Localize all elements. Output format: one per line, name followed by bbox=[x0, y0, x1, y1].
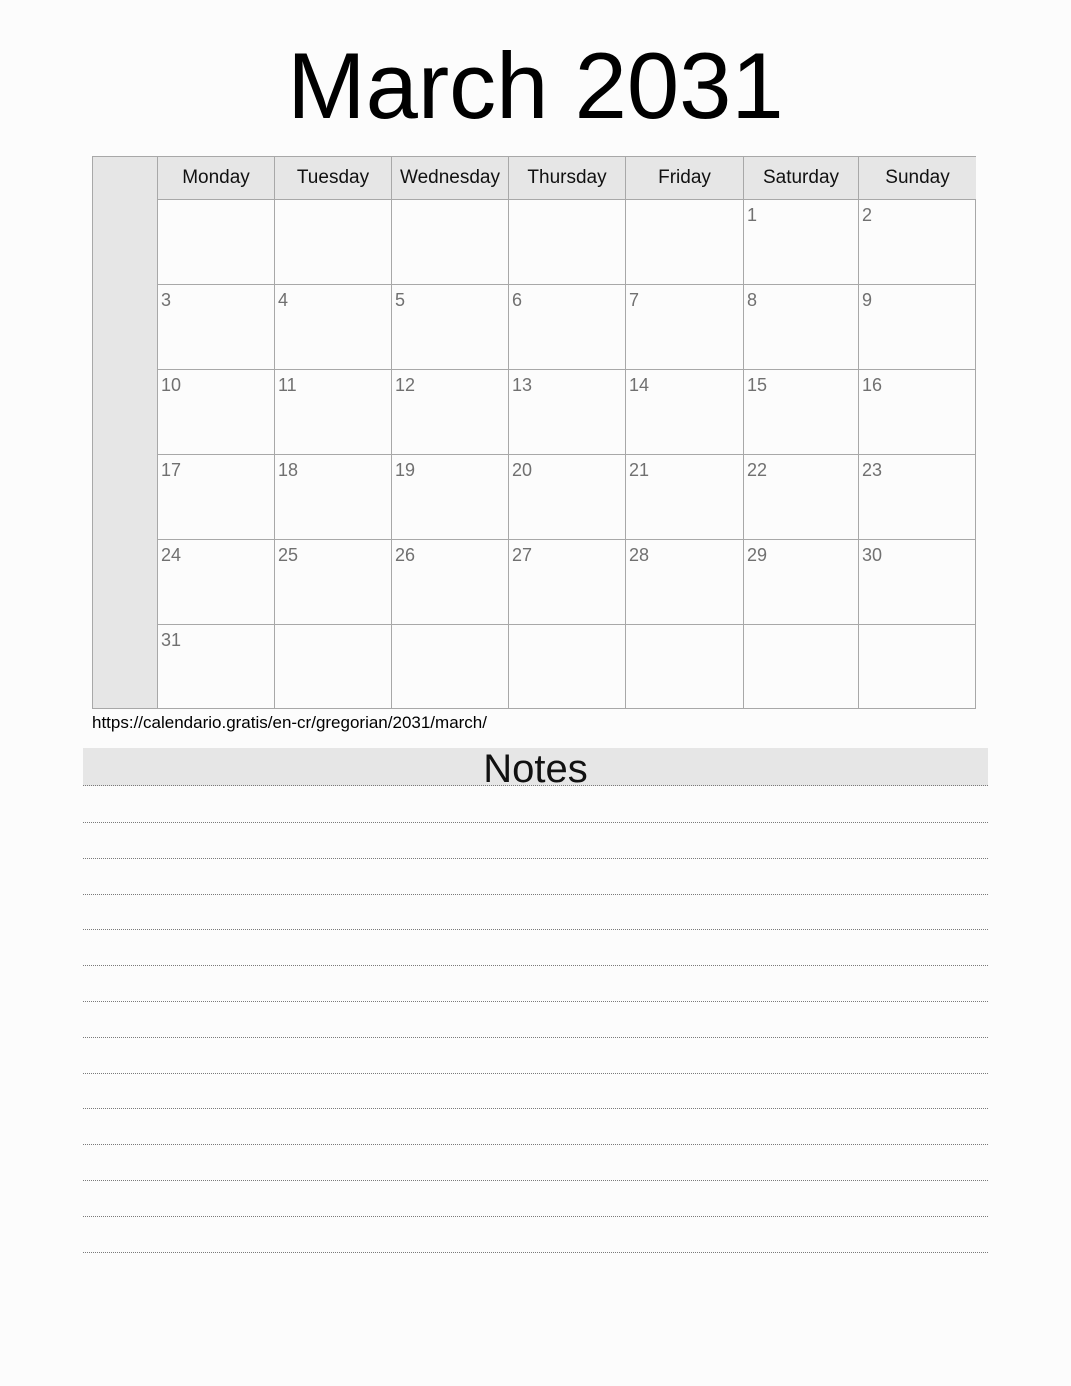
day-cell[interactable] bbox=[509, 625, 626, 709]
day-number: 16 bbox=[862, 375, 883, 395]
day-number: 30 bbox=[862, 545, 883, 565]
day-cell[interactable] bbox=[626, 285, 744, 369]
day-cell[interactable] bbox=[158, 455, 275, 539]
day-number: 13 bbox=[512, 375, 533, 395]
day-cell[interactable] bbox=[744, 455, 859, 539]
day-cell[interactable] bbox=[509, 285, 626, 369]
day-cell[interactable] bbox=[859, 285, 976, 369]
note-line[interactable] bbox=[83, 1037, 988, 1038]
day-number: 4 bbox=[278, 290, 289, 310]
notes-heading: Notes bbox=[83, 748, 988, 786]
note-line[interactable] bbox=[83, 1216, 988, 1217]
day-number: 12 bbox=[395, 375, 416, 395]
day-cell[interactable] bbox=[626, 455, 744, 539]
note-line[interactable] bbox=[83, 1180, 988, 1181]
week-row bbox=[158, 200, 976, 285]
page-title: March 2031 bbox=[287, 33, 784, 138]
note-line[interactable] bbox=[83, 1144, 988, 1145]
day-cell[interactable] bbox=[275, 455, 392, 539]
day-number: 29 bbox=[747, 545, 768, 565]
day-number: 17 bbox=[161, 460, 182, 480]
day-cell[interactable] bbox=[744, 540, 859, 624]
weekday-header-monday: Monday bbox=[158, 157, 275, 199]
note-line[interactable] bbox=[83, 894, 988, 895]
day-number: 18 bbox=[278, 460, 299, 480]
source-url[interactable]: https://calendario.gratis/en-cr/gregorian/2031/march/ bbox=[92, 713, 487, 732]
day-number: 20 bbox=[512, 460, 533, 480]
day-number: 10 bbox=[161, 375, 182, 395]
day-cell[interactable] bbox=[744, 370, 859, 454]
day-number: 7 bbox=[629, 290, 640, 310]
day-cell[interactable] bbox=[859, 455, 976, 539]
day-cell[interactable] bbox=[158, 370, 275, 454]
day-cell[interactable] bbox=[392, 625, 509, 709]
note-line[interactable] bbox=[83, 1252, 988, 1253]
weekday-header-wednesday: Wednesday bbox=[392, 157, 509, 199]
day-number: 3 bbox=[161, 290, 172, 310]
day-cell[interactable] bbox=[626, 540, 744, 624]
note-line[interactable] bbox=[83, 929, 988, 930]
day-cell[interactable] bbox=[275, 625, 392, 709]
day-number: 24 bbox=[161, 545, 182, 565]
day-cell[interactable] bbox=[626, 625, 744, 709]
day-number: 31 bbox=[161, 630, 182, 650]
day-cell[interactable] bbox=[744, 200, 859, 284]
note-line[interactable] bbox=[83, 858, 988, 859]
week-row bbox=[158, 540, 976, 625]
day-cell[interactable] bbox=[392, 540, 509, 624]
calendar-grid bbox=[92, 156, 976, 709]
day-number: 6 bbox=[512, 290, 523, 310]
day-number: 23 bbox=[862, 460, 883, 480]
day-number: 28 bbox=[629, 545, 650, 565]
day-cell[interactable] bbox=[744, 625, 859, 709]
day-cell[interactable] bbox=[859, 200, 976, 284]
day-number: 15 bbox=[747, 375, 768, 395]
day-cell[interactable] bbox=[158, 540, 275, 624]
weekday-header-thursday: Thursday bbox=[509, 157, 626, 199]
day-number: 19 bbox=[395, 460, 416, 480]
day-cell[interactable] bbox=[275, 200, 392, 284]
day-number: 11 bbox=[278, 375, 297, 395]
weekday-header-friday: Friday bbox=[626, 157, 744, 199]
weekday-header-row bbox=[158, 157, 976, 200]
note-line[interactable] bbox=[83, 1073, 988, 1074]
day-number: 27 bbox=[512, 545, 533, 565]
day-number: 25 bbox=[278, 545, 299, 565]
day-number: 9 bbox=[862, 290, 873, 310]
day-cell[interactable] bbox=[509, 540, 626, 624]
day-cell[interactable] bbox=[509, 200, 626, 284]
day-number: 1 bbox=[747, 205, 758, 225]
day-number: 21 bbox=[629, 460, 650, 480]
week-row bbox=[158, 455, 976, 540]
day-cell[interactable] bbox=[626, 200, 744, 284]
day-number: 5 bbox=[395, 290, 406, 310]
day-cell[interactable] bbox=[158, 200, 275, 284]
day-number: 8 bbox=[747, 290, 758, 310]
day-cell[interactable] bbox=[275, 370, 392, 454]
note-line[interactable] bbox=[83, 1001, 988, 1002]
day-cell[interactable] bbox=[509, 455, 626, 539]
day-cell[interactable] bbox=[859, 540, 976, 624]
day-cell[interactable] bbox=[275, 540, 392, 624]
day-number: 22 bbox=[747, 460, 768, 480]
day-number: 14 bbox=[629, 375, 650, 395]
day-cell[interactable] bbox=[392, 200, 509, 284]
week-row bbox=[158, 370, 976, 455]
day-cell[interactable] bbox=[744, 285, 859, 369]
weekday-header-tuesday: Tuesday bbox=[275, 157, 392, 199]
week-row bbox=[158, 625, 976, 709]
day-cell[interactable] bbox=[859, 370, 976, 454]
week-number-column bbox=[93, 157, 158, 708]
day-cell[interactable] bbox=[158, 285, 275, 369]
day-cell[interactable] bbox=[158, 625, 275, 709]
note-line[interactable] bbox=[83, 822, 988, 823]
calendar-body bbox=[158, 200, 976, 709]
weekday-header-saturday: Saturday bbox=[744, 157, 859, 199]
note-line[interactable] bbox=[83, 965, 988, 966]
week-row bbox=[158, 285, 976, 370]
day-cell[interactable] bbox=[392, 455, 509, 539]
day-cell[interactable] bbox=[392, 285, 509, 369]
note-line[interactable] bbox=[83, 1108, 988, 1109]
day-number: 2 bbox=[862, 205, 873, 225]
day-cell[interactable] bbox=[626, 370, 744, 454]
day-number: 26 bbox=[395, 545, 416, 565]
day-cell[interactable] bbox=[392, 370, 509, 454]
day-cell[interactable] bbox=[859, 625, 976, 709]
day-cell[interactable] bbox=[509, 370, 626, 454]
day-cell[interactable] bbox=[275, 285, 392, 369]
weekday-header-sunday: Sunday bbox=[885, 167, 950, 188]
